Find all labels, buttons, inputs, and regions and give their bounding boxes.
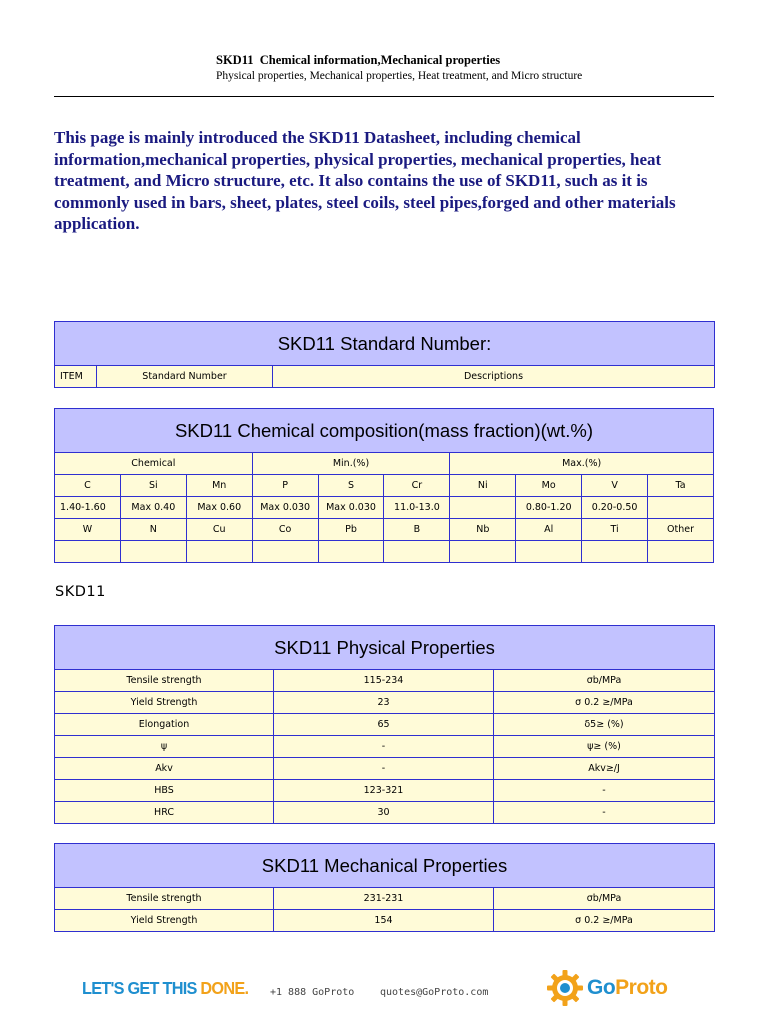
mechanical-properties-title: SKD11 Mechanical Properties	[55, 844, 715, 888]
table-cell	[318, 541, 384, 563]
physical-properties-table	[54, 625, 714, 824]
slogan-main: LET'S GET THIS	[82, 978, 201, 998]
table-cell	[450, 497, 516, 519]
table-cell: Mn	[186, 475, 252, 497]
table-row	[55, 888, 715, 910]
table-cell: Max 0.40	[120, 497, 186, 519]
table-cell: Ta	[648, 475, 714, 497]
intro-paragraph: This page is mainly introduced the SKD11 Datasheet, including chemical information,mechanical properties, physical properties, mechanical properties, heat treatment, and Micro structure, etc. It also contains the use of SKD11, such as it is commonly used in bars, sheet, plates, steel coils, steel pipes,forged and other materials application.	[54, 128, 676, 234]
table-row	[55, 692, 715, 714]
table-cell: Pb	[318, 519, 384, 541]
table-cell: 115-234	[274, 670, 494, 692]
footer-banner	[0, 968, 768, 1014]
table-cell: V	[582, 475, 648, 497]
table-header-cell: ITEM	[55, 366, 97, 388]
group-header-max: Max.(%)	[450, 453, 714, 475]
table-cell	[186, 541, 252, 563]
chemical-composition-title: SKD11 Chemical composition(mass fraction)(wt.%)	[55, 409, 714, 453]
table-cell: σb/MPa	[494, 670, 715, 692]
table-cell: Yield Strength	[55, 692, 274, 714]
table-row	[55, 910, 715, 932]
element-row	[55, 475, 714, 497]
table-cell: Akv	[55, 758, 274, 780]
element-row	[55, 519, 714, 541]
table-cell: σ 0.2 ≥/MPa	[494, 910, 715, 932]
table-cell: Si	[120, 475, 186, 497]
chemical-composition-table	[54, 408, 714, 563]
table-cell: Ni	[450, 475, 516, 497]
table-cell	[120, 541, 186, 563]
mechanical-properties-table	[54, 843, 714, 932]
footer-email: quotes@GoProto.com	[380, 987, 489, 998]
table-cell: HRC	[55, 802, 274, 824]
table-cell: 0.20-0.50	[582, 497, 648, 519]
table-cell: 231-231	[274, 888, 494, 910]
table-cell: Max 0.030	[252, 497, 318, 519]
table-cell: 65	[274, 714, 494, 736]
document-title: SKD11 Chemical information,Mechanical properties	[216, 53, 501, 67]
table-cell: Yield Strength	[55, 910, 274, 932]
value-row	[55, 541, 714, 563]
table-header-cell: Standard Number	[97, 366, 273, 388]
table-cell: 154	[274, 910, 494, 932]
brand-logo-text	[587, 976, 668, 1000]
table-row	[55, 736, 715, 758]
table-cell: 123-321	[274, 780, 494, 802]
table-cell	[55, 541, 121, 563]
table-cell: Co	[252, 519, 318, 541]
table-cell: -	[274, 736, 494, 758]
table-cell	[648, 541, 714, 563]
table-cell: P	[252, 475, 318, 497]
table-cell: W	[55, 519, 121, 541]
table-cell: -	[274, 758, 494, 780]
table-cell: -	[494, 780, 715, 802]
table-row	[55, 714, 715, 736]
table-cell: Tensile strength	[55, 670, 274, 692]
table-cell: C	[55, 475, 121, 497]
physical-properties-title: SKD11 Physical Properties	[55, 626, 715, 670]
logo-go: Go	[587, 976, 616, 999]
table-header-cell: Descriptions	[273, 366, 715, 388]
table-cell: Other	[648, 519, 714, 541]
table-cell: 0.80-1.20	[516, 497, 582, 519]
table-cell: Ti	[582, 519, 648, 541]
table-cell: -	[494, 802, 715, 824]
table-cell	[384, 541, 450, 563]
table-row	[55, 758, 715, 780]
slogan-accent: DONE.	[200, 978, 249, 998]
table-cell: S	[318, 475, 384, 497]
table-cell: Elongation	[55, 714, 274, 736]
section-label: SKD11	[55, 584, 106, 600]
table-cell: δ5≥ (%)	[494, 714, 715, 736]
table-cell: B	[384, 519, 450, 541]
table-cell: Nb	[450, 519, 516, 541]
table-cell: ψ≥ (%)	[494, 736, 715, 758]
footer-phone: +1 888 GoProto	[270, 987, 355, 998]
table-cell	[648, 497, 714, 519]
table-cell: ψ	[55, 736, 274, 758]
table-cell	[516, 541, 582, 563]
gear-icon	[545, 968, 585, 1008]
table-cell: 1.40-1.60	[55, 497, 121, 519]
table-cell: σb/MPa	[494, 888, 715, 910]
table-cell: Mo	[516, 475, 582, 497]
table-cell: Tensile strength	[55, 888, 274, 910]
table-cell: 23	[274, 692, 494, 714]
header-divider	[54, 96, 714, 97]
table-row	[55, 780, 715, 802]
document-subtitle: Physical properties, Mechanical properties, Heat treatment, and Micro structure	[216, 70, 583, 82]
group-header-min: Min.(%)	[252, 453, 450, 475]
group-header-chemical: Chemical	[55, 453, 253, 475]
table-cell: 11.0-13.0	[384, 497, 450, 519]
table-cell: Cr	[384, 475, 450, 497]
table-cell: σ 0.2 ≥/MPa	[494, 692, 715, 714]
document-header	[216, 53, 716, 84]
table-cell	[252, 541, 318, 563]
table-row	[55, 670, 715, 692]
value-row	[55, 497, 714, 519]
logo-proto: Proto	[615, 976, 668, 999]
standard-number-table	[54, 321, 714, 388]
table-cell: Al	[516, 519, 582, 541]
table-cell: HBS	[55, 780, 274, 802]
table-cell: 30	[274, 802, 494, 824]
table-cell	[450, 541, 516, 563]
table-cell	[582, 541, 648, 563]
table-cell: Cu	[186, 519, 252, 541]
table-row	[55, 802, 715, 824]
standard-number-title: SKD11 Standard Number:	[55, 322, 715, 366]
table-cell: Akv≥/J	[494, 758, 715, 780]
table-cell: N	[120, 519, 186, 541]
table-cell: Max 0.030	[318, 497, 384, 519]
footer-slogan	[82, 978, 248, 999]
table-cell: Max 0.60	[186, 497, 252, 519]
